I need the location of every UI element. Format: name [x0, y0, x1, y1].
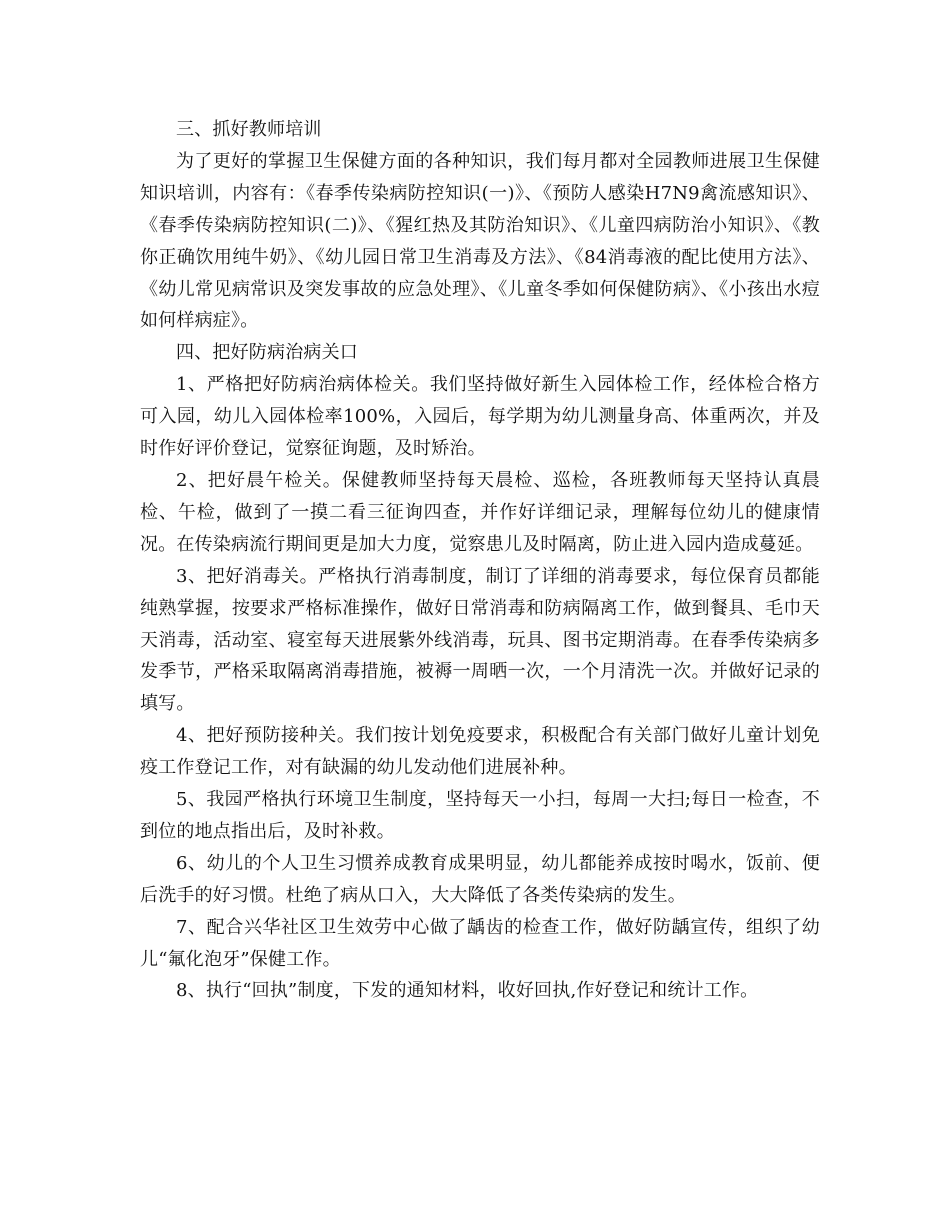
document-body — [140, 114, 820, 1007]
section-heading-disease-prevention: 四、把好防病治病关口 — [176, 342, 358, 364]
paragraph-item-2: 2、把好晨午检关。保健教师坚持每天晨检、巡检，各班教师每天坚持认真晨检、午检，做到了一摸二看三征询四查，并作好详细记录，理解每位幼儿的健康情况。在传染病流行期间更是加大力度，觉察患儿及时隔离，防止进入园内造成蔓延。 — [140, 469, 820, 555]
paragraph-item-7: 7、配合兴华社区卫生效劳中心做了龋齿的检查工作，做好防龋宣传，组织了幼儿“氟化泡牙”保健工作。 — [140, 916, 820, 970]
paragraph-item-8: 8、执行“回执”制度，下发的通知材料，收好回执,作好登记和统计工作。 — [176, 980, 759, 1002]
paragraph-training-content: 为了更好的掌握卫生保健方面的各种知识，我们每月都对全园教师进展卫生保健知识培训，内容有：《春季传染病防控知识(一)》、《预防人感染H7N9禽流感知识》、《春季传染病防控知识(二)》、《猩红热及其防治知识》、《儿童四病防治小知识》、《教你正确饮用纯牛奶》、《幼儿园日常卫生消毒及方法》、《84消毒液的配比使用方法》、《幼儿常见病常识及突发事故的应急处理》、《儿童冬季如何保健防病》、《小孩出水痘如何样病症》。 — [140, 150, 820, 332]
section-heading-teacher-training: 三、抓好教师培训 — [176, 119, 322, 140]
paragraph-item-6: 6、幼儿的个人卫生习惯养成教育成果明显，幼儿都能养成按时喝水，饭前、便后洗手的好习惯。杜绝了病从口入，大大降低了各类传染病的发生。 — [140, 852, 820, 906]
paragraph-item-1: 1、严格把好防病治病体检关。我们坚持做好新生入园体检工作，经体检合格方可入园，幼儿入园体检率100%，入园后，每学期为幼儿测量身高、体重两次，并及时作好评价登记，觉察征询题，及时矫治。 — [140, 374, 820, 460]
paragraph-item-4: 4、把好预防接种关。我们按计划免疫要求，积极配合有关部门做好儿童计划免疫工作登记工作，对有缺漏的幼儿发动他们进展补种。 — [140, 725, 820, 779]
paragraph-item-5: 5、我园严格执行环境卫生制度，坚持每天一小扫，每周一大扫;每日一检查，不到位的地点指出后，及时补救。 — [140, 789, 820, 842]
paragraph-item-3: 3、把好消毒关。严格执行消毒制度，制订了详细的消毒要求，每位保育员都能纯熟掌握，按要求严格标准操作，做好日常消毒和防病隔离工作，做到餐具、毛巾天天消毒，活动室、寝室每天进展紫外线消毒，玩具、图书定期消毒。在春季传染病多发季节，严格采取隔离消毒措施，被褥一周晒一次，一个月清洗一次。并做好记录的填写。 — [140, 565, 820, 715]
